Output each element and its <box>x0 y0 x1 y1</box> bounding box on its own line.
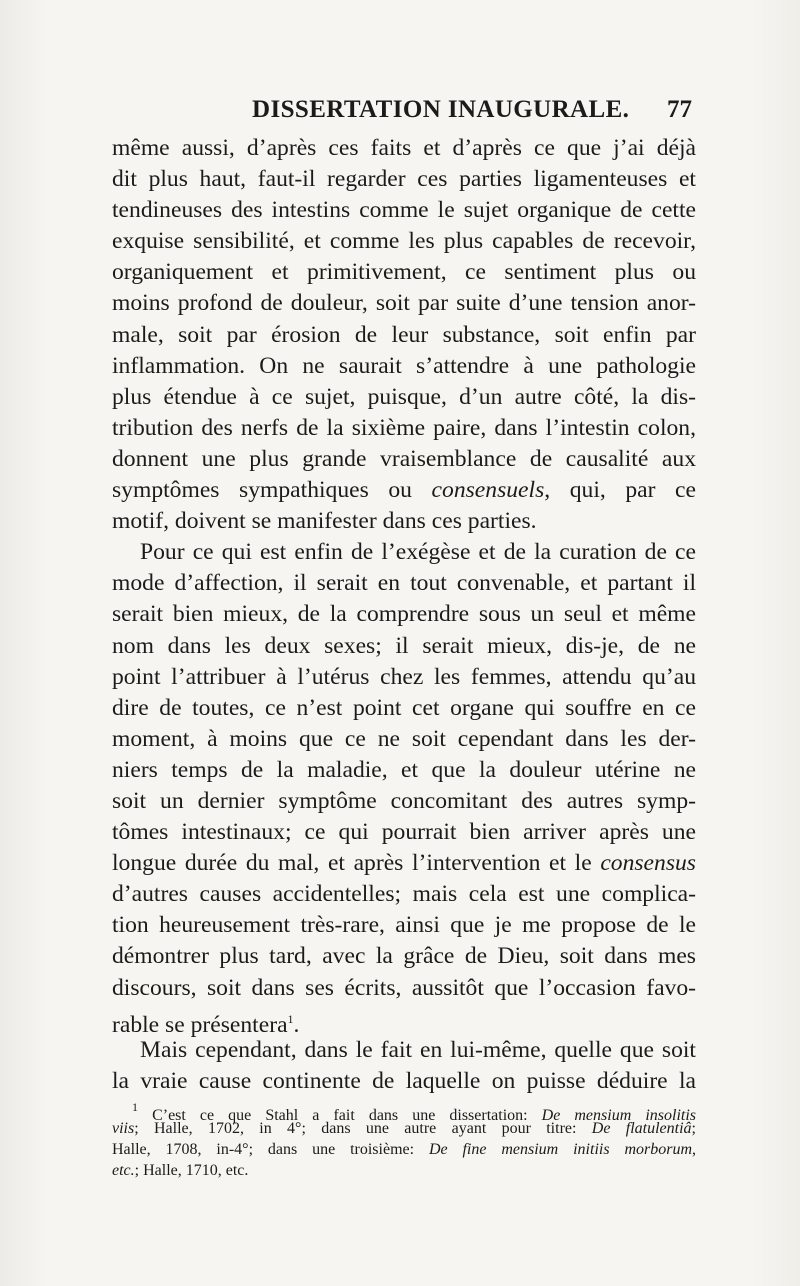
text-line: plus étendue à ce sujet, puisque, d’un autre côté, la dis- <box>112 383 696 410</box>
footnote-marker: 1 <box>132 1100 138 1114</box>
italic-title: viis <box>112 1120 135 1137</box>
text-line: dit plus haut, faut-il regarder ces parties ligamenteuses et <box>112 166 696 193</box>
footnote-line <box>112 1160 696 1181</box>
text-line <box>112 1004 696 1038</box>
footnotes <box>112 1097 696 1181</box>
text-line: motif, doivent se manifester dans ces parties. <box>112 508 537 535</box>
text-line: donnent une plus grande vraisemblance de causalité aux <box>112 445 696 472</box>
text-segment: symptômes sympathiques ou <box>112 477 432 504</box>
text-line: d’autres causes accidentelles; mais cela est une complica- <box>112 881 696 908</box>
page-number: 77 <box>667 96 692 123</box>
body-text <box>112 133 696 1097</box>
text-segment: longue durée du mal, et après l’intervention et le <box>112 850 601 877</box>
text-line: la vraie cause continente de laquelle on puisse déduire la <box>112 1067 696 1094</box>
text-line: tribution des nerfs de la sixième paire, dans l’intestin colon, <box>112 414 696 441</box>
text-line: moins profond de douleur, soit par suite d’une tension anor- <box>112 290 696 317</box>
paragraph-start-line: Pour ce qui est enfin de l’exégèse et de la curation de ce <box>140 539 696 566</box>
text-segment: C’est ce que Stahl a fait dans une dissertation: <box>138 1107 542 1124</box>
text-line <box>112 475 696 506</box>
text-line: serait bien mieux, de la comprendre sous un seul et même <box>112 601 696 628</box>
italic-title: De fine mensium initiis morborum <box>428 1141 693 1158</box>
paragraph-start-line: Mais cependant, dans le fait en lui-même, quelle que soit <box>140 1036 696 1063</box>
footnote-line <box>112 1097 696 1124</box>
text-segment: , <box>692 1141 697 1158</box>
text-segment: . <box>293 1011 300 1038</box>
text-line: point l’attribuer à l’utérus chez les femmes, attendu qu’au <box>112 663 696 690</box>
text-line: mode d’affection, il serait en tout convenable, et partant il <box>112 570 696 597</box>
text-line: discours, soit dans ses écrits, aussitôt que l’occasion favo- <box>112 974 696 1001</box>
text-line: male, soit par érosion de leur substance, soit enfin par <box>112 321 696 348</box>
italic-abbrev: etc. <box>112 1162 135 1179</box>
footnote-line <box>112 1139 696 1160</box>
text-line: dire de toutes, ce n’est point cet organe qui souffre en ce <box>112 694 696 721</box>
text-line: tendineuses des intestins comme le sujet organique de cette <box>112 197 696 224</box>
text-segment: , qui, par ce <box>544 477 696 504</box>
text-line: démontrer plus tard, avec la grâce de Dieu, soit dans mes <box>112 943 696 970</box>
text-segment: ; Halle, 1702, in 4°; dans une autre ayant pour titre: <box>134 1120 592 1137</box>
text-line: inflammation. On ne saurait s’attendre à une pathologie <box>112 352 696 379</box>
text-line: même aussi, d’après ces faits et d’après ce que j’ai déjà <box>112 135 696 161</box>
text-line: organiquement et primitivement, ce sentiment plus ou <box>112 259 696 286</box>
text-line: moment, à moins que ce ne soit cependant dans les der- <box>112 725 696 752</box>
text-line: nom dans les deux sexes; il serait mieux, dis-je, de ne <box>112 632 696 659</box>
text-segment: ; <box>691 1120 696 1137</box>
page-header <box>252 96 692 128</box>
text-segment: ; Halle, 1710, etc. <box>134 1162 249 1179</box>
text-line <box>112 848 696 879</box>
italic-term: consensus <box>600 850 696 877</box>
footnote-line <box>112 1118 696 1139</box>
running-title: DISSERTATION INAUGURALE. <box>252 96 630 123</box>
text-line: exquise sensibilité, et comme les plus capables de recevoir, <box>112 228 696 255</box>
footnote-reference: 1 <box>287 1011 294 1026</box>
italic-term: consensuels <box>431 477 545 504</box>
text-line: tion heureusement très-rare, ainsi que je me propose de le <box>112 912 696 939</box>
text-line: soit un dernier symptôme concomitant des autres symp- <box>112 787 696 814</box>
text-segment: Halle, 1708, in-4°; dans une troisième: <box>112 1141 429 1158</box>
text-line: tômes intestinaux; ce qui pourrait bien arriver après une <box>112 819 696 846</box>
text-segment: rable se présentera <box>112 1011 288 1038</box>
text-line: niers temps de la maladie, et que la douleur utérine ne <box>112 756 696 783</box>
italic-title: De mensium insolitis <box>541 1107 696 1124</box>
italic-title: De flatulentiâ <box>591 1120 692 1137</box>
